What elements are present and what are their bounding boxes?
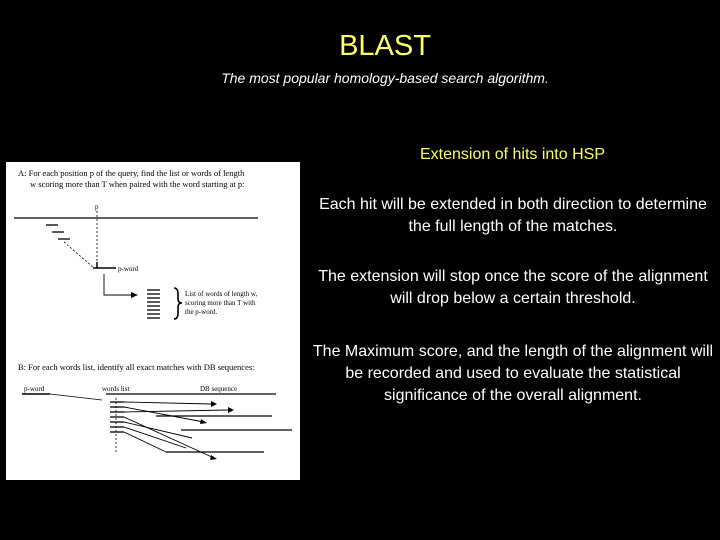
p-word-arrow [104, 274, 131, 295]
step-a-text-1: A: For each position p of the query, find the list or words of length [18, 168, 245, 178]
b-db-sequence-label: DB sequence [200, 385, 238, 393]
p-word-segments [93, 262, 116, 268]
step-b-text: B: For each words list, identify all exact matches with DB sequences: [18, 362, 255, 372]
blast-diagram-figure [6, 162, 300, 480]
list-label-2: scoring more than T with [185, 299, 256, 307]
paragraph-threshold: The extension will stop once the score of the alignment will drop below a certain threshold. [318, 268, 708, 307]
b-words-list-stack [110, 402, 124, 432]
paragraph-extension: Each hit will be extended in both direction to determine the full length of the matches. [319, 196, 707, 235]
slide-title: BLAST [339, 30, 431, 62]
b-words-list-label: words list [102, 385, 130, 393]
words-list-stack [147, 290, 160, 318]
section-heading: Extension of hits into HSP [420, 146, 605, 163]
b-p-word-arrow [50, 394, 102, 400]
slide-subtitle: The most popular homology-based search algorithm. [221, 70, 549, 86]
paragraph-maximum-score: The Maximum score, and the length of the alignment will be recorded and used to evaluate the statistical significance of the overall alignment. [312, 343, 714, 404]
p-word-label: p-word [118, 265, 139, 273]
p-label: p [95, 203, 99, 211]
list-label-1: List of words of length w, [185, 290, 258, 298]
query-word-ticks [46, 225, 70, 239]
list-label-3: the p-word. [185, 308, 218, 316]
b-p-word-label: p-word [24, 385, 45, 393]
arrow-head-icon [131, 292, 138, 298]
curly-brace-icon [174, 288, 182, 319]
diagonal-guide [64, 242, 94, 268]
step-a-text-2: w scoring more than T when paired with the word starting at p: [30, 179, 245, 189]
